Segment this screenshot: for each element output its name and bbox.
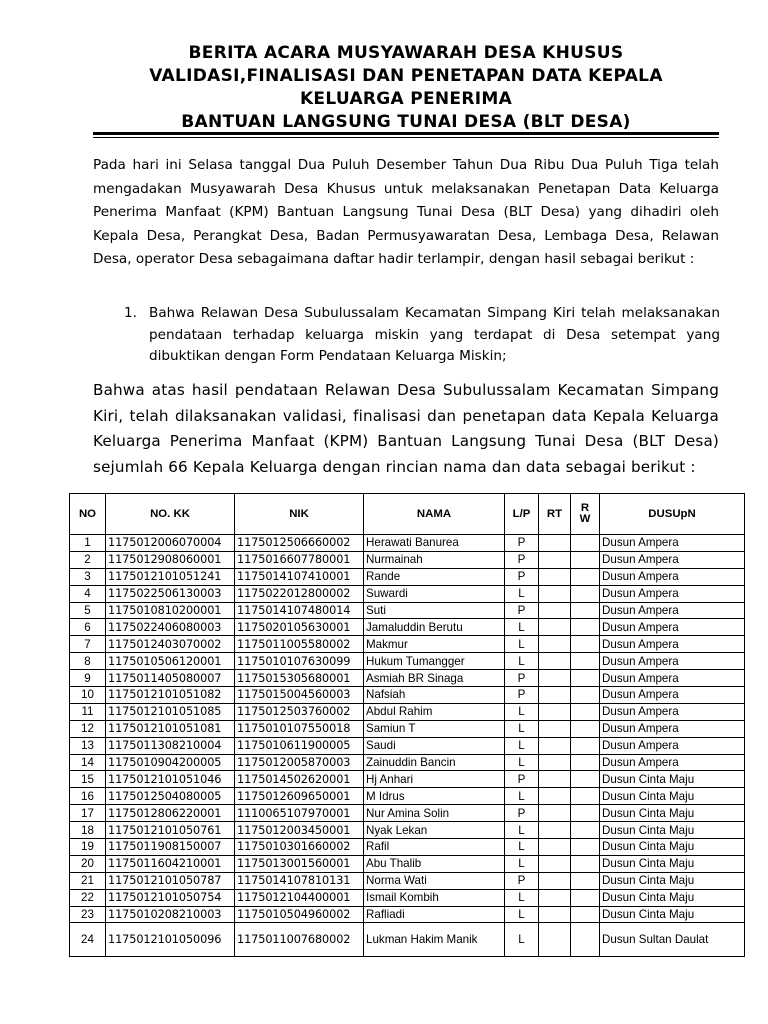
header-dusun: DUSUpN xyxy=(600,494,745,535)
cell-lp: P xyxy=(505,771,539,788)
cell-lp: L xyxy=(505,720,539,737)
cell-rt xyxy=(539,923,571,957)
cell-dusun: Dusun Ampera xyxy=(600,737,745,754)
cell-no: 14 xyxy=(70,754,106,771)
header-kk: NO. KK xyxy=(106,494,235,535)
list-item-text: Bahwa Relawan Desa Subulussalam Kecamatan Simpang Kiri telah melaksanakan pendataan terhadap keluarga miskin yang terdapat di Desa setempat yang dibuktikan dengan Form Pendataan Keluarga Miskin; xyxy=(149,305,720,364)
cell-nik: 1175015305680001 xyxy=(235,670,364,687)
cell-nik: 1175012104400001 xyxy=(235,889,364,906)
cell-kk: 1175012908060001 xyxy=(106,551,235,568)
title-divider-thick xyxy=(93,132,719,135)
table-row xyxy=(70,670,745,687)
cell-rw xyxy=(571,670,600,687)
cell-nama: Hukum Tumangger xyxy=(364,653,505,670)
cell-nik: 1175014107480014 xyxy=(235,602,364,619)
cell-dusun: Dusun Ampera xyxy=(600,551,745,568)
cell-no: 13 xyxy=(70,737,106,754)
cell-nik: 1175012005870003 xyxy=(235,754,364,771)
cell-rw xyxy=(571,923,600,957)
cell-nama: Samiun T xyxy=(364,720,505,737)
cell-nama: Asmiah BR Sinaga xyxy=(364,670,505,687)
table-row xyxy=(70,771,745,788)
cell-no: 1 xyxy=(70,535,106,552)
cell-rt xyxy=(539,906,571,923)
cell-nik: 1175010107630099 xyxy=(235,653,364,670)
cell-nik: 1175010301660002 xyxy=(235,839,364,856)
cell-nama: Zainuddin Bancin xyxy=(364,754,505,771)
cell-nama: Rafil xyxy=(364,839,505,856)
cell-rw xyxy=(571,771,600,788)
cell-dusun: Dusun Ampera xyxy=(600,720,745,737)
cell-lp: L xyxy=(505,619,539,636)
cell-rt xyxy=(539,855,571,872)
table-body xyxy=(70,535,745,957)
cell-kk: 1175010904200005 xyxy=(106,754,235,771)
cell-no: 8 xyxy=(70,653,106,670)
cell-nik: 1175014502620001 xyxy=(235,771,364,788)
cell-lp: L xyxy=(505,636,539,653)
cell-nama: Abu Thalib xyxy=(364,855,505,872)
cell-dusun: Dusun Ampera xyxy=(600,636,745,653)
cell-lp: P xyxy=(505,872,539,889)
cell-lp: L xyxy=(505,653,539,670)
cell-no: 23 xyxy=(70,906,106,923)
cell-rw xyxy=(571,636,600,653)
cell-dusun: Dusun Ampera xyxy=(600,703,745,720)
cell-nama: Rande xyxy=(364,568,505,585)
cell-lp: L xyxy=(505,906,539,923)
cell-rt xyxy=(539,535,571,552)
cell-nik: 1175010611900005 xyxy=(235,737,364,754)
cell-nik: 1175013001560001 xyxy=(235,855,364,872)
cell-rw xyxy=(571,568,600,585)
cell-rw xyxy=(571,585,600,602)
cell-nama: Jamaluddin Berutu xyxy=(364,619,505,636)
title-line-2: VALIDASI,FINALISASI DAN PENETAPAN DATA KEPALA xyxy=(149,66,663,86)
cell-nik: 1175022012800002 xyxy=(235,585,364,602)
cell-dusun: Dusun Ampera xyxy=(600,535,745,552)
cell-no: 21 xyxy=(70,872,106,889)
cell-kk: 1175011604210001 xyxy=(106,855,235,872)
cell-no: 3 xyxy=(70,568,106,585)
cell-lp: L xyxy=(505,737,539,754)
table-row xyxy=(70,585,745,602)
cell-rw xyxy=(571,889,600,906)
table-header-row xyxy=(70,494,745,535)
cell-nama: Herawati Banurea xyxy=(364,535,505,552)
cell-nik: 1175010504960002 xyxy=(235,906,364,923)
cell-rw xyxy=(571,737,600,754)
cell-nama: Norma Wati xyxy=(364,872,505,889)
title-line-4: BANTUAN LANGSUNG TUNAI DESA (BLT DESA) xyxy=(181,112,631,132)
cell-kk: 1175022406080003 xyxy=(106,619,235,636)
header-rw-bottom: W xyxy=(579,513,591,525)
cell-dusun: Dusun Cinta Maju xyxy=(600,788,745,805)
cell-lp: P xyxy=(505,535,539,552)
table-row xyxy=(70,619,745,636)
cell-kk: 1175012504080005 xyxy=(106,788,235,805)
cell-dusun: Dusun Ampera xyxy=(600,754,745,771)
cell-rt xyxy=(539,602,571,619)
cell-nik: 1175012506660002 xyxy=(235,535,364,552)
cell-kk: 1175011405080007 xyxy=(106,670,235,687)
table-row xyxy=(70,788,745,805)
cell-rw xyxy=(571,720,600,737)
cell-lp: L xyxy=(505,839,539,856)
cell-rt xyxy=(539,771,571,788)
cell-kk: 1175012101050787 xyxy=(106,872,235,889)
cell-nama: Saudi xyxy=(364,737,505,754)
cell-rw xyxy=(571,872,600,889)
cell-rt xyxy=(539,822,571,839)
cell-no: 2 xyxy=(70,551,106,568)
cell-no: 11 xyxy=(70,703,106,720)
cell-nama: Suwardi xyxy=(364,585,505,602)
cell-rt xyxy=(539,687,571,704)
cell-dusun: Dusun Ampera xyxy=(600,653,745,670)
table-row xyxy=(70,737,745,754)
cell-nama: Nur Amina Solin xyxy=(364,805,505,822)
cell-kk: 1175010208210003 xyxy=(106,906,235,923)
table-row xyxy=(70,653,745,670)
cell-nama: Suti xyxy=(364,602,505,619)
cell-lp: L xyxy=(505,585,539,602)
cell-nik: 1175012003450001 xyxy=(235,822,364,839)
cell-no: 9 xyxy=(70,670,106,687)
cell-lp: P xyxy=(505,670,539,687)
cell-kk: 1175012101051046 xyxy=(106,771,235,788)
cell-lp: P xyxy=(505,551,539,568)
cell-no: 10 xyxy=(70,687,106,704)
cell-lp: P xyxy=(505,805,539,822)
cell-dusun: Dusun Ampera xyxy=(600,602,745,619)
cell-rt xyxy=(539,720,571,737)
cell-lp: P xyxy=(505,687,539,704)
cell-lp: L xyxy=(505,703,539,720)
table-row xyxy=(70,923,745,957)
cell-rt xyxy=(539,653,571,670)
cell-kk: 1175012101050096 xyxy=(106,923,235,957)
cell-rt xyxy=(539,805,571,822)
cell-no: 22 xyxy=(70,889,106,906)
kpm-table xyxy=(69,493,745,957)
table-row xyxy=(70,602,745,619)
cell-rw xyxy=(571,754,600,771)
cell-lp: L xyxy=(505,855,539,872)
cell-dusun: Dusun Cinta Maju xyxy=(600,839,745,856)
header-rw xyxy=(571,494,600,535)
cell-no: 18 xyxy=(70,822,106,839)
header-no: NO xyxy=(70,494,106,535)
cell-nama: Lukman Hakim Manik xyxy=(364,923,505,957)
document-title xyxy=(92,42,720,134)
cell-dusun: Dusun Cinta Maju xyxy=(600,822,745,839)
cell-lp: L xyxy=(505,889,539,906)
cell-no: 17 xyxy=(70,805,106,822)
table-row xyxy=(70,535,745,552)
table-row xyxy=(70,720,745,737)
cell-no: 6 xyxy=(70,619,106,636)
cell-nik: 1175016607780001 xyxy=(235,551,364,568)
cell-nama: Nyak Lekan xyxy=(364,822,505,839)
cell-rt xyxy=(539,551,571,568)
cell-kk: 1175022506130003 xyxy=(106,585,235,602)
cell-rt xyxy=(539,619,571,636)
cell-dusun: Dusun Cinta Maju xyxy=(600,906,745,923)
cell-rw xyxy=(571,788,600,805)
opening-paragraph: Pada hari ini Selasa tanggal Dua Puluh Desember Tahun Dua Ribu Dua Puluh Tiga telah mengadakan Musyawarah Desa Khusus untuk melaksanakan Penetapan Data Keluarga Penerima Manfaat (KPM) Bantuan Langsung Tunai Desa (BLT Desa) yang dihadiri oleh Kepala Desa, Perangkat Desa, Badan Permusyawaratan Desa, Lembaga Desa, Relawan Desa, operator Desa sebagaimana daftar hadir terlampir, dengan hasil sebagai berikut : xyxy=(93,157,719,267)
cell-dusun: Dusun Ampera xyxy=(600,670,745,687)
cell-lp: P xyxy=(505,568,539,585)
cell-no: 24 xyxy=(70,923,106,957)
cell-kk: 1175012101051241 xyxy=(106,568,235,585)
header-nama: NAMA xyxy=(364,494,505,535)
cell-dusun: Dusun Ampera xyxy=(600,687,745,704)
cell-rw xyxy=(571,602,600,619)
cell-rt xyxy=(539,737,571,754)
cell-no: 20 xyxy=(70,855,106,872)
table-row xyxy=(70,754,745,771)
cell-no: 19 xyxy=(70,839,106,856)
cell-nama: Nurmainah xyxy=(364,551,505,568)
cell-rw xyxy=(571,906,600,923)
cell-rw xyxy=(571,551,600,568)
cell-nik: 1175020105630001 xyxy=(235,619,364,636)
cell-nik: 1175014107410001 xyxy=(235,568,364,585)
cell-no: 5 xyxy=(70,602,106,619)
table-row xyxy=(70,822,745,839)
cell-lp: L xyxy=(505,788,539,805)
table-row xyxy=(70,889,745,906)
cell-nama: Hj Anhari xyxy=(364,771,505,788)
cell-kk: 1175011908150007 xyxy=(106,839,235,856)
cell-rt xyxy=(539,839,571,856)
cell-kk: 1175012101051085 xyxy=(106,703,235,720)
title-line-3: KELUARGA PENERIMA xyxy=(299,89,513,109)
cell-nama: M Idrus xyxy=(364,788,505,805)
cell-dusun: Dusun Ampera xyxy=(600,568,745,585)
result-paragraph: Bahwa atas hasil pendataan Relawan Desa Subulussalam Kecamatan Simpang Kiri, telah dilaksanakan validasi, finalisasi dan penetapan data Kepala Keluarga Keluarga Penerima Manfaat (KPM) Bantuan Langsung Tunai Desa (BLT Desa) sejumlah 66 Kepala Keluarga dengan rincian nama dan data sebagai berikut : xyxy=(93,381,719,476)
cell-rt xyxy=(539,585,571,602)
table-row xyxy=(70,855,745,872)
cell-no: 15 xyxy=(70,771,106,788)
cell-rw xyxy=(571,687,600,704)
cell-rt xyxy=(539,670,571,687)
cell-rw xyxy=(571,855,600,872)
cell-no: 7 xyxy=(70,636,106,653)
header-nik: NIK xyxy=(235,494,364,535)
cell-rw xyxy=(571,805,600,822)
cell-dusun: Dusun Ampera xyxy=(600,585,745,602)
list-item-number: 1. xyxy=(124,305,137,321)
cell-rt xyxy=(539,636,571,653)
cell-nama: Rafliadi xyxy=(364,906,505,923)
cell-nama: Makmur xyxy=(364,636,505,653)
cell-nik: 1175010107550018 xyxy=(235,720,364,737)
cell-kk: 1175012806220001 xyxy=(106,805,235,822)
cell-rw xyxy=(571,839,600,856)
cell-rw xyxy=(571,653,600,670)
cell-rt xyxy=(539,754,571,771)
table-row xyxy=(70,839,745,856)
cell-lp: L xyxy=(505,822,539,839)
title-line-1: BERITA ACARA MUSYAWARAH DESA KHUSUS xyxy=(188,43,624,63)
cell-nik: 1175011005580002 xyxy=(235,636,364,653)
table-row xyxy=(70,805,745,822)
cell-dusun: Dusun Cinta Maju xyxy=(600,805,745,822)
cell-dusun: Dusun Sultan Daulat xyxy=(600,923,745,957)
cell-kk: 1175010810200001 xyxy=(106,602,235,619)
cell-nik: 1110065107970001 xyxy=(235,805,364,822)
cell-nama: Nafsiah xyxy=(364,687,505,704)
table-row xyxy=(70,906,745,923)
cell-dusun: Dusun Cinta Maju xyxy=(600,889,745,906)
numbered-list xyxy=(120,303,720,368)
cell-no: 12 xyxy=(70,720,106,737)
cell-rw xyxy=(571,703,600,720)
table-row xyxy=(70,703,745,720)
cell-dusun: Dusun Cinta Maju xyxy=(600,855,745,872)
header-lp: L/P xyxy=(505,494,539,535)
cell-kk: 1175012101051082 xyxy=(106,687,235,704)
cell-dusun: Dusun Cinta Maju xyxy=(600,771,745,788)
cell-kk: 1175012101050761 xyxy=(106,822,235,839)
cell-lp: L xyxy=(505,923,539,957)
cell-rt xyxy=(539,788,571,805)
cell-no: 16 xyxy=(70,788,106,805)
cell-nik: 1175015004560003 xyxy=(235,687,364,704)
cell-kk: 1175012403070002 xyxy=(106,636,235,653)
cell-nik: 1175014107810131 xyxy=(235,872,364,889)
cell-no: 4 xyxy=(70,585,106,602)
cell-kk: 1175012101050754 xyxy=(106,889,235,906)
cell-kk: 1175012101051081 xyxy=(106,720,235,737)
cell-nik: 1175011007680002 xyxy=(235,923,364,957)
cell-rt xyxy=(539,568,571,585)
cell-dusun: Dusun Cinta Maju xyxy=(600,872,745,889)
cell-rt xyxy=(539,872,571,889)
cell-nama: Ismail Kombih xyxy=(364,889,505,906)
cell-dusun: Dusun Ampera xyxy=(600,619,745,636)
cell-nama: Abdul Rahim xyxy=(364,703,505,720)
cell-nik: 1175012609650001 xyxy=(235,788,364,805)
table-row xyxy=(70,636,745,653)
cell-rt xyxy=(539,703,571,720)
table-row xyxy=(70,687,745,704)
cell-lp: P xyxy=(505,602,539,619)
header-rw-top: R xyxy=(580,502,590,514)
cell-rw xyxy=(571,619,600,636)
cell-rt xyxy=(539,889,571,906)
header-rt: RT xyxy=(539,494,571,535)
cell-kk: 1175011308210004 xyxy=(106,737,235,754)
table-row xyxy=(70,568,745,585)
table-row xyxy=(70,872,745,889)
cell-rw xyxy=(571,535,600,552)
cell-rw xyxy=(571,822,600,839)
cell-lp: L xyxy=(505,754,539,771)
title-divider-thin xyxy=(93,137,719,138)
table-row xyxy=(70,551,745,568)
cell-nik: 1175012503760002 xyxy=(235,703,364,720)
cell-kk: 1175012006070004 xyxy=(106,535,235,552)
cell-kk: 1175010506120001 xyxy=(106,653,235,670)
